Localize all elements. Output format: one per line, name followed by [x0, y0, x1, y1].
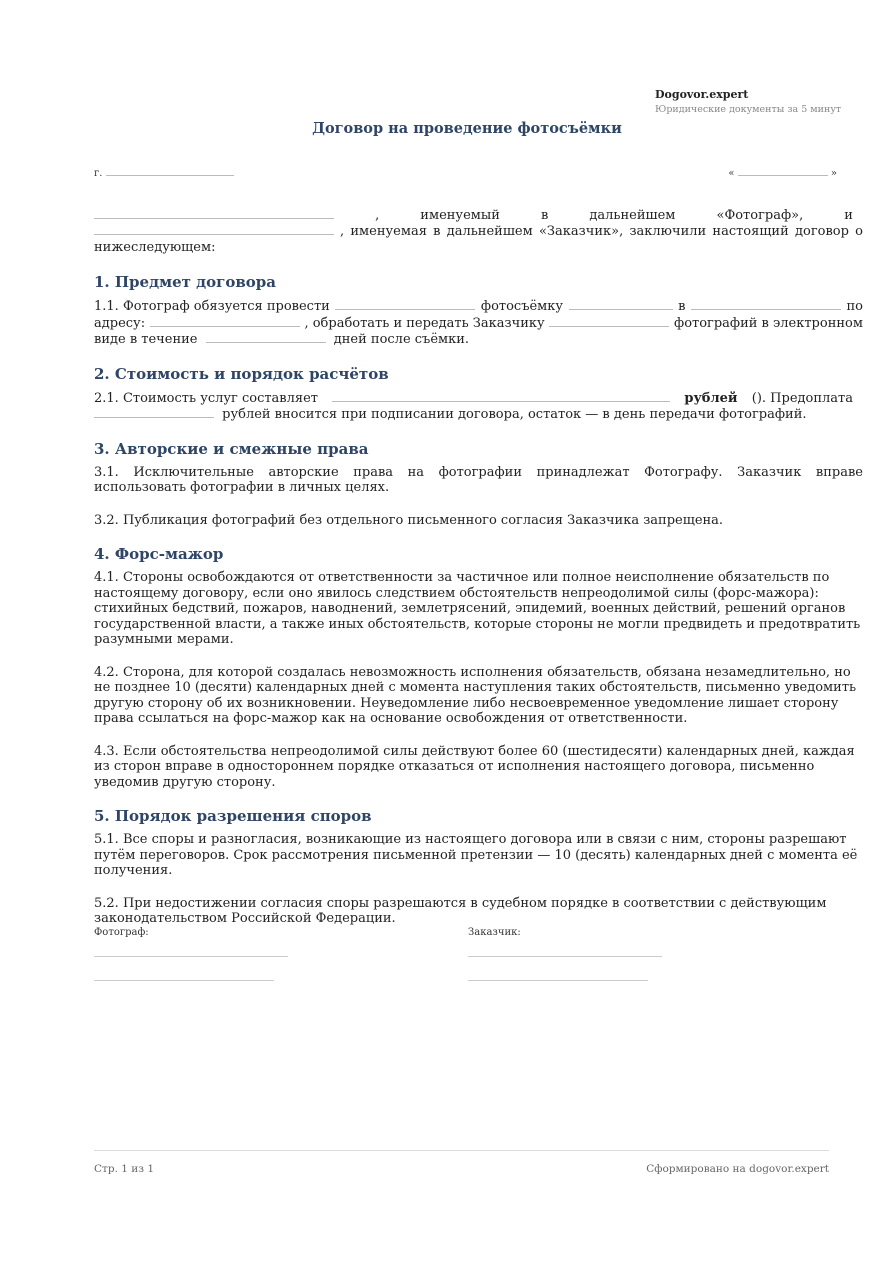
clause-text: 1.1. Фотограф обязуется провести: [94, 299, 330, 314]
clause-line: [94, 298, 863, 315]
clause-line: [94, 331, 863, 348]
days-blank: [206, 331, 326, 343]
intro-text-end: нижеследующем:: [94, 239, 216, 255]
clause-5-1: 5.1. Все споры и разногласия, возникающие из настоящего договора или в связи с ним, стороны разрешают путём переговоров. Срок рассмотрения письменной претензии — 10 (десять) календарных дней с момента её получения.: [94, 832, 858, 878]
intro-word: ,: [375, 207, 380, 223]
clause-text: виде в течение: [94, 332, 198, 347]
section-heading: 3. Авторские и смежные права: [94, 439, 369, 458]
city-date-row: [94, 164, 863, 182]
intro-word: «Фотограф»,: [716, 207, 804, 223]
currency-label: рублей: [684, 390, 738, 406]
shoot-type-blank: [335, 298, 475, 310]
intro-word: в: [540, 207, 549, 223]
clause-3-1: 3.1. Исключительные авторские права на фотографии принадлежат Фотографу. Заказчик вправе использовать фотографии в личных целях.: [94, 464, 863, 495]
signature-label: Заказчик:: [468, 927, 521, 938]
clause-text: (). Предоплата: [751, 390, 853, 406]
page-number: Стр. 1 из 1: [94, 1163, 155, 1175]
clause-text: , обработать и передать Заказчику: [304, 315, 545, 331]
photographer-name-blank: [94, 207, 334, 219]
clause-line: [94, 390, 863, 407]
signature-label: Фотограф:: [94, 927, 149, 938]
clause-text: фотографий в электронном: [674, 315, 863, 331]
signature-line: [468, 955, 662, 957]
signature-line: [94, 955, 288, 957]
document-title: Договор на проведение фотосъёмки: [312, 120, 622, 137]
date-quote-close: »: [830, 168, 837, 179]
generated-note: Сформировано на dogovor.expert: [646, 1163, 829, 1175]
section-heading: 4. Форс-мажор: [94, 545, 224, 563]
clause-text: по: [846, 299, 863, 314]
clause-text: дней после съёмки.: [333, 332, 470, 347]
city-field: [94, 164, 234, 182]
clause-4-2: 4.2. Сторона, для которой создалась невозможность исполнения обязательств, обязана незамедлительно, но не позднее 10 (десяти) календарных дней с момента наступления таких обстоятельств, письменно уведомить другую сторону об их возникновении. Неуведомление либо несвоевременное уведомление лишает сторону права ссылаться на форс-мажор как на основание освобождения от ответственности.: [94, 664, 857, 726]
city-blank: [106, 164, 234, 176]
section-heading: 5. Порядок разрешения споров: [94, 807, 372, 825]
price-blank: [332, 390, 670, 402]
signature-name-line: [94, 979, 274, 981]
date-blank: [738, 164, 828, 176]
section-heading: 2. Стоимость и порядок расчётов: [94, 364, 389, 383]
photo-count-blank: [549, 315, 669, 327]
clause-4-1: 4.1. Стороны освобождаются от ответственности за частичное или полное неисполнение обязательств по настоящему договору, если оно явилось следствием обстоятельств непреодолимой силы (форс-мажора): стихийных бедствий, пожаров, наводнений, землетрясений, эпидемий, военных действий, решений органов государственной власти, а также иных обстоятельств, которые стороны не могли предвидеть и предотвратить разумными мерами.: [94, 570, 861, 647]
intro-word: именуемый: [420, 207, 500, 223]
document-body: [94, 160, 863, 927]
intro-line-1: [94, 207, 863, 224]
clause-4-3: 4.3. Если обстоятельства непреодолимой силы действуют более 60 (шестидесяти) календарных дней, каждая из сторон вправе в одностороннем порядке отказаться от исполнения настоящего договора, письменно уведомив другую сторону.: [94, 743, 855, 790]
intro-line-2: [94, 223, 863, 240]
signature-name-line: [468, 979, 648, 981]
city-prefix: г.: [94, 168, 103, 179]
clause-5-2: 5.2. При недостижении согласия споры разрешаются в судебном порядке в соответствии с действующим законодательством Российской Федерации.: [94, 895, 827, 926]
clause-3-2: 3.2. Публикация фотографий без отдельного письменного согласия Заказчика запрещена.: [94, 512, 724, 528]
prepayment-blank: [94, 406, 214, 418]
date-field: [728, 164, 837, 182]
clause-line: [94, 315, 863, 332]
clause-text: в: [678, 299, 686, 314]
clause-1-1: [94, 298, 863, 348]
clause-2-1: [94, 390, 863, 423]
clause-text: фотосъёмку: [480, 299, 564, 314]
signature-client: [468, 927, 663, 981]
intro-text: , именуемая в дальнейшем «Заказчик», заключили настоящий договор о: [340, 224, 863, 239]
intro-word: и: [844, 207, 853, 223]
clause-text: адресу:: [94, 315, 146, 331]
client-name-blank: [94, 223, 334, 235]
shoot-time-blank: [691, 298, 841, 310]
footer-divider: [94, 1150, 829, 1151]
intro-word: дальнейшем: [589, 207, 676, 223]
date-quote-open: «: [728, 168, 735, 179]
brand-block: [655, 88, 841, 116]
address-blank: [150, 315, 300, 327]
section-heading: 1. Предмет договора: [94, 273, 276, 291]
signature-photographer: [94, 927, 289, 981]
brand-name: Dogovor.expert: [655, 88, 749, 101]
clause-text: 2.1. Стоимость услуг составляет: [94, 390, 318, 406]
intro-paragraph: [94, 207, 863, 256]
clause-text: рублей вносится при подписании договора, остаток — в день передачи фотографий.: [222, 407, 807, 422]
shoot-date-blank: [569, 298, 673, 310]
clause-line: [94, 406, 863, 423]
brand-tagline: Юридические документы за 5 минут: [655, 103, 842, 115]
